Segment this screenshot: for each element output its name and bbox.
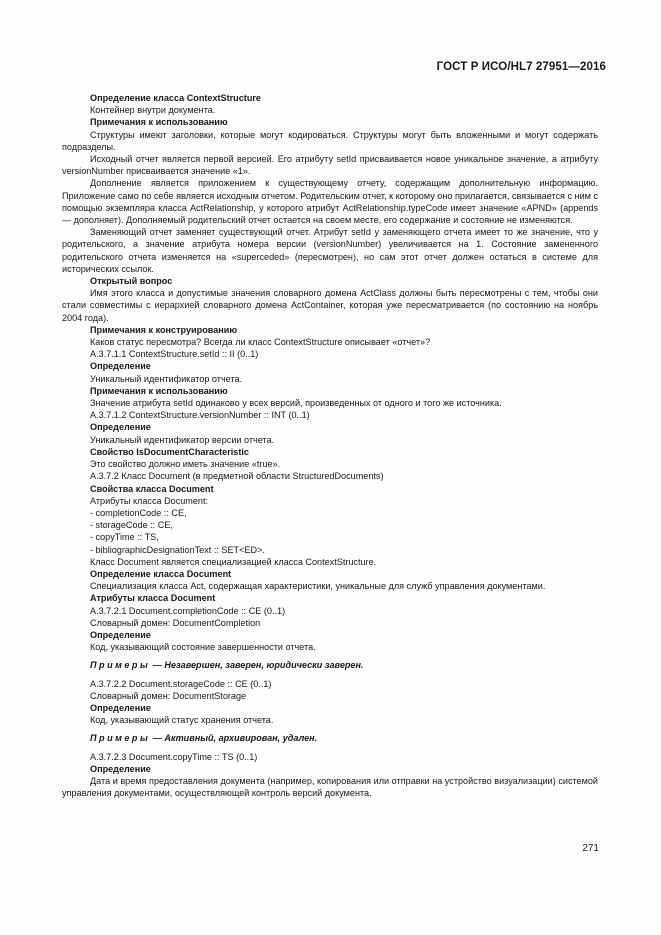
clause-title: А.3.7.1.1 ContextStructure.setId :: II (0..1) (90, 349, 259, 360)
section-heading: Атрибуты класса Document (90, 593, 216, 604)
list-item: - copyTime :: TS, (90, 532, 159, 543)
paragraph: Класс Document является специализацией класса ContextStructure. (90, 556, 377, 567)
section-heading: Примечания к использованию (90, 117, 228, 128)
paragraph: Код, указывающий состояние завершенности отчета. (90, 642, 316, 653)
example-text: — Незавершен, заверен, юридически заверен. (150, 660, 364, 671)
list-item: - bibliographicDesignationText :: SET<ED>. (90, 544, 265, 555)
paragraph: Словарный домен: DocumentCompletion (90, 617, 261, 628)
section-heading: Определение класса ContextStructure (90, 93, 261, 103)
section-heading: Свойство IsDocumentCharacteristic (90, 446, 249, 457)
paragraph: Уникальный идентификатор версии отчета. (90, 434, 275, 445)
section-heading: Примечания к конструированию (90, 324, 238, 335)
clause-title: А.3.7.1.2 ContextStructure.versionNumber :: INT (0..1) (90, 410, 310, 421)
document-header: ГОСТ Р ИСО/HL7 27951—2016 (436, 61, 606, 73)
section-heading: Определение класса Document (90, 568, 232, 579)
paragraph: Заменяющий отчет заменяет существующий отчет. Атрибут setId у заменяющего отчета имеет то же значение, что у родительского, а значение атрибута номера версии (versionNumber) увеличивается на 1. Состояние замененного родительского отчета изменяется на «superceded» (пересмотрен), но сам этот отчет должен остаться в системе для исторических ссылок. (62, 227, 598, 274)
example-label: Примеры (90, 733, 151, 744)
page-number: 271 (582, 843, 599, 854)
section-heading: Определение (90, 702, 151, 713)
example-note (62, 659, 598, 671)
section-heading: Определение (90, 629, 151, 640)
section-heading: Определение (90, 422, 151, 433)
example-note (62, 732, 598, 744)
paragraph: Уникальный идентификатор отчета. (90, 373, 243, 384)
paragraph: Словарный домен: DocumentStorage (90, 690, 247, 701)
paragraph: Каков статус пересмотра? Всегда ли класс ContextStructure описывает «отчет»? (90, 337, 431, 348)
paragraph: Дата и время предоставления документа (например, копирования или отправки на устройство визуализации) системой управления документами, осуществляющей контроль версий документа. (62, 775, 598, 799)
example-text: — Активный, архивирован, удален. (150, 733, 318, 744)
section-heading: Свойства класса Document (90, 483, 214, 494)
paragraph: Структуры имеют заголовки, которые могут кодироваться. Структуры могут быть вложенными и могут содержать подразделы. (62, 129, 598, 152)
paragraph: Дополнение является приложением к существующему отчету, содержащим дополнительную информацию. Приложение само по себе является исходным отчетом. Родительским отчет, к которому оно прилагается, связывается с ним с помощью экземпляра класса ActRelationship, у которого атрибут ActRelationship.typeCode имеет значение «APND» (appends — дополняет). Дополняемый родительский отчет остается на своем месте, его содержание и состояние не изменяются. (62, 178, 598, 226)
page-body (62, 92, 598, 799)
paragraph: Имя этого класса и допустимые значения словарного домена ActClass должны быть пересмотрены с тем, чтобы они стали совместимы с иерархией словарного домена ActContainer, которая уже пересматривается (по состоянию на ноябрь 2004 года). (62, 288, 598, 323)
list-item: - completionCode :: CE, (90, 507, 187, 518)
section-heading: Примечания к использованию (90, 385, 228, 396)
clause-title: А.3.7.2 Класс Document (в предметной области StructuredDocuments) (90, 471, 384, 482)
paragraph: Код, указывающий статус хранения отчета. (90, 715, 274, 726)
clause-title: А.3.7.2.2 Document.storageCode :: CE (0..1) (90, 678, 272, 689)
clause-title: А.3.7.2.3 Document.copyTime :: TS (0..1) (90, 751, 258, 762)
paragraph: Значение атрибута setId одинаково у всех версий, произведенных от одного и того же источника. (90, 398, 502, 409)
example-label: Примеры (90, 660, 151, 671)
paragraph: Контейнер внутри документа. (90, 105, 216, 116)
paragraph: Исходный отчет является первой версией. Его атрибуту setId присваивается новое уникальное значение, а атрибуту versionNumber присваивается значение «1». (62, 154, 598, 177)
paragraph: Это свойство должно иметь значение «true». (90, 459, 281, 470)
paragraph: Специализация класса Act, содержащая характеристики, уникальные для служб управления документами. (90, 581, 546, 592)
paragraph: Атрибуты класса Document: (90, 495, 209, 506)
section-heading: Определение (90, 361, 151, 372)
section-heading: Открытый вопрос (90, 276, 173, 287)
section-heading: Определение (90, 763, 151, 774)
clause-title: А.3.7.2.1 Document.completionCode :: CE (0..1) (90, 605, 286, 616)
list-item: - storageCode :: CE, (90, 520, 173, 531)
